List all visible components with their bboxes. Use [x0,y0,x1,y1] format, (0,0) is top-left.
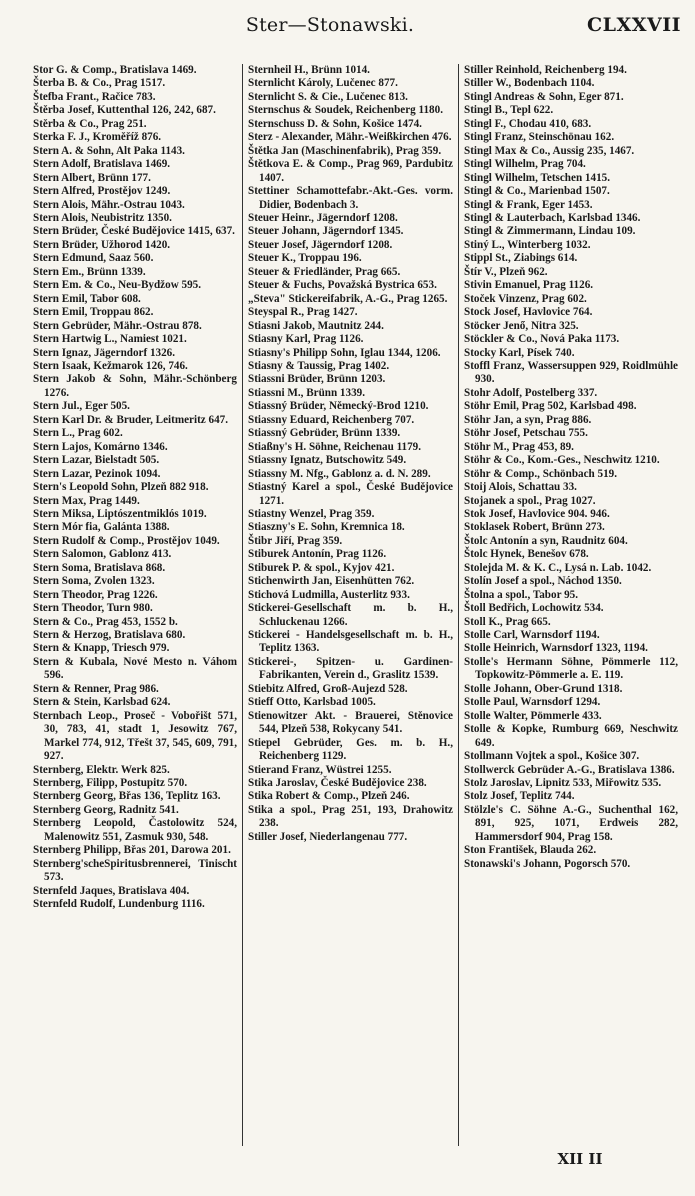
directory-entry: Štětkova E. & Comp., Prag 969, Pardubitz 1407. [248,158,453,184]
directory-entry: Stern Theodor, Turn 980. [33,602,153,615]
directory-entry: Sternberg Leopold, Častolowitz 524, Malenowitz 551, Zasmuk 930, 548. [33,817,237,843]
directory-entry: Sternberg'scheSpiritusbrennerei, Tinischt 573. [33,857,237,884]
directory-entry: Stern Theodor, Prag 1226. [33,588,158,601]
directory-entry: Sternberg Georg, Břas 136, Teplitz 163. [33,790,221,803]
directory-entry: Stingl Max & Co., Aussig 235, 1467. [464,144,635,157]
directory-entry: Stöhr Jan, a syn, Prag 886. [464,413,592,426]
directory-entry: Steuer K., Troppau 196. [248,252,362,265]
directory-entry: Stika Jaroslav, České Budějovice 238. [248,777,427,790]
directory-entry: Stollwerck Gebrüder A.-G., Bratislava 1386. [464,763,675,776]
directory-entry: Stern Isaak, Kežmarok 126, 746. [33,359,188,372]
directory-entry: Stolín Josef a spol., Náchod 1350. [464,575,622,588]
directory-entry: Stern & Knapp, Triesch 979. [33,642,170,655]
directory-entry: Stern Edmund, Saaz 560. [33,252,154,265]
directory-entry: Stern Mór fia, Galánta 1388. [33,521,170,534]
directory-entry: Steyspal R., Prag 1427. [248,306,358,319]
directory-entry: Stern & Kubala, Nové Mesto n. Váhom 596. [33,655,237,682]
directory-entry: Stern & Renner, Prag 986. [33,682,159,695]
directory-entry: Stettiner Schamottefabr.-Akt.-Ges. vorm. Didier, Bodenbach 3. [248,185,453,211]
directory-entry: Stiburek Antonín, Prag 1126. [248,548,387,561]
directory-entry: Stoij Alois, Schattau 33. [464,481,577,494]
column-divider [242,64,243,1146]
directory-entry: Stern Alois, Mähr.-Ostrau 1043. [33,198,185,211]
directory-entry: Stern Brüder, Užhorod 1420. [33,238,171,251]
directory-entry: Sternfeld Rudolf, Lundenburg 1116. [33,898,205,911]
directory-entry: Sternfeld Jaques, Bratislava 404. [33,884,190,897]
directory-entry: Stern Soma, Bratislava 868. [33,561,166,574]
directory-entry: Štěrba Josef, Kuttenthal 126, 242, 687. [33,104,216,117]
directory-entry: Stingl Wilhelm, Tetschen 1415. [464,171,610,184]
directory-entry: Stiassny M. Nfg., Gablonz a. d. N. 289. [248,467,431,480]
directory-entry: Štolc Hynek, Benešov 678. [464,548,589,561]
directory-entry: Stern Jul., Eger 505. [33,400,130,413]
directory-entry: Stern Lajos, Komárno 1346. [33,440,168,453]
directory-entry: Stölzle's C. Söhne A.-G., Suchenthal 162, 891, 925, 1071, Erdweis 282, Hammersdorf 904, Prag 158. [464,803,678,843]
directory-entry: Stern Salomon, Gablonz 413. [33,548,172,561]
directory-entry: Stingl Wilhelm, Prag 704. [464,158,586,171]
directory-entry: Stoll K., Prag 665. [464,615,551,628]
directory-entry: Stolz Josef, Teplitz 744. [464,790,575,803]
running-title: Ster—Stonawski. [245,14,415,36]
directory-entry: Stern Hartwig L., Namiest 1021. [33,333,187,346]
directory-entry: Stolle Carl, Warnsdorf 1194. [464,629,600,642]
directory-entry: Stolz Jaroslav, Lipnitz 533, Miřowitz 535. [464,777,662,790]
directory-entry: Stichenwirth Jan, Eisenhütten 762. [248,575,415,588]
directory-entry: Stern Rudolf & Comp., Prostějov 1049. [33,534,220,547]
directory-entry: Stiastný Karel a spol., České Budějovice 1271. [248,481,453,507]
directory-entry: Sterka F. J., Kroměříž 876. [33,131,162,144]
directory-entry: Stern Adolf, Bratislava 1469. [33,158,171,171]
page-header [0,0,695,55]
directory-entry: Steuer Johann, Jägerndorf 1345. [248,225,404,238]
directory-entry: Stiassný Brüder, Německý-Brod 1210. [248,400,429,413]
directory-entry: Stienowitzer Akt. - Brauerei, Stěnovice 544, Plzeň 538, Rokycany 541. [248,709,453,736]
directory-entry: Stiasny's Philipp Sohn, Iglau 1344, 1206. [248,346,441,359]
directory-entry: Stern Gebrüder, Mähr.-Ostrau 878. [33,319,202,332]
directory-entry: Stern Karl Dr. & Bruder, Leitmeritz 647. [33,413,229,426]
directory-entry: Ston František, Blauda 262. [464,844,597,857]
directory-entry: Stern A. & Sohn, Alt Paka 1143. [33,144,185,157]
directory-entry: Sternberg Philipp, Břas 201, Darowa 201. [33,844,231,857]
directory-entry: Stivin Emanuel, Prag 1126. [464,279,594,292]
directory-entry: Stolejda M. & K. C., Lysá n. Lab. 1042. [464,561,652,574]
directory-entry: Stingl B., Tepl 622. [464,104,554,117]
directory-entry: Sternberg, Elektr. Werk 825. [33,763,170,776]
directory-entry: Stern Brüder, České Budějovice 1415, 637. [33,225,235,238]
directory-entry: Stiepel Gebrüder, Ges. m. b. H., Reichenberg 1129. [248,736,453,763]
directory-entry: Stingl Franz, Steinschönau 162. [464,131,615,144]
directory-entry: Stingl Andreas & Sohn, Eger 871. [464,90,624,103]
directory-entry: Sternschus & Soudek, Reichenberg 1180. [248,104,443,117]
directory-entry: Stickerei-, Spitzen- u. Gardinen-Fabrikanten, Verein d., Graslitz 1539. [248,655,453,682]
directory-entry: Stiller Josef, Niederlangenau 777. [248,830,408,843]
directory-entry: Stolle & Kopke, Rumburg 669, Neschwitz 649. [464,723,678,749]
directory-entry: Stieff Otto, Karlsbad 1005. [248,696,376,709]
directory-entry: Štoll Bedřich, Lochowitz 534. [464,602,604,615]
page-number: CLXXVII [587,14,681,36]
column-1 [33,64,237,912]
directory-entry: Stern Em., Brünn 1339. [33,265,146,278]
column-3 [464,64,678,871]
directory-entry: Štětka Jan (Maschinenfabrik), Prag 359. [248,144,442,157]
directory-entry: Stickerei - Handelsgesellschaft m. b. H., Teplitz 1363. [248,629,453,655]
directory-entry: Stern Ignaz, Jägerndorf 1326. [33,346,176,359]
directory-entry: Stiburek P. & spol., Kyjov 421. [248,561,395,574]
directory-entry: Stiný L., Winterberg 1032. [464,238,591,251]
directory-entry: Sterz - Alexander, Mähr.-Weißkirchen 476. [248,131,452,144]
directory-entry: Stern & Co., Prag 453, 1552 b. [33,615,178,628]
directory-entry: Stolle Johann, Ober-Grund 1318. [464,682,623,695]
directory-entry: Stöckler & Co., Nová Paka 1173. [464,333,620,346]
directory-entry: Stern Emil, Tabor 608. [33,292,141,305]
directory-entry: Šterba B. & Co., Prag 1517. [33,77,166,90]
directory-entry: Stern & Stein, Karlsbad 624. [33,696,171,709]
directory-entry: Stiassni M., Brünn 1339. [248,386,366,399]
directory-entry: Stern L., Prag 602. [33,427,123,440]
column-2 [248,64,453,844]
printer-signature: XII II [557,1150,603,1168]
directory-entry: Stonawski's Johann, Pogorsch 570. [464,857,631,870]
directory-entry: Stiasni Jakob, Mautnitz 244. [248,319,384,332]
directory-entry: Stiasny & Taussig, Prag 1402. [248,359,390,372]
directory-entry: Steuer Heinr., Jägerndorf 1208. [248,211,398,224]
directory-entry: Stiller Reinhold, Reichenberg 194. [464,64,627,76]
directory-entry: Stern Albert, Brünn 177. [33,171,151,184]
directory-entry: Stiassny Eduard, Reichenberg 707. [248,413,415,426]
directory-entry: Sternheil H., Brünn 1014. [248,64,370,76]
directory-entry: Stiassni Brüder, Brünn 1203. [248,373,386,386]
directory-entry: Stingl & Lauterbach, Karlsbad 1346. [464,211,641,224]
directory-entry: Stöhr Josef, Petschau 755. [464,427,588,440]
directory-entry: Stoček Vinzenz, Prag 602. [464,292,587,305]
directory-entry: Stolle Heinrich, Warnsdorf 1323, 1194. [464,642,648,655]
directory-entry: Stierand Franz, Wüstrei 1255. [248,763,392,776]
directory-entry: Stěrba & Co., Prag 251. [33,117,147,130]
directory-entry: Steuer & Friedländer, Prag 665. [248,265,401,278]
directory-entry: Štibr Jiří, Prag 359. [248,534,343,547]
directory-entry: Stern Max, Prag 1449. [33,494,140,507]
directory-entry: Stollmann Vojtek a spol., Košice 307. [464,750,640,763]
directory-entry: Stiassny Ignatz, Butschowitz 549. [248,454,407,467]
directory-entry: Sternlicht Károly, Lučenec 877. [248,77,398,90]
directory-entry: Stern Alois, Neubistritz 1350. [33,211,172,224]
column-divider [458,64,459,1146]
directory-entry: Stern & Herzog, Bratislava 680. [33,629,186,642]
directory-entry: Stern's Leopold Sohn, Plzeň 882 918. [33,481,209,494]
directory-entry: Stern Em. & Co., Neu-Bydžow 595. [33,279,202,292]
directory-entry: Štír V., Plzeň 962. [464,265,548,278]
directory-entry: Sternschuss D. & Sohn, Košice 1474. [248,117,422,130]
directory-entry: Stiastny Wenzel, Prag 359. [248,507,375,520]
directory-entry: Steuer Josef, Jägerndorf 1208. [248,238,393,251]
directory-entry: Stiller W., Bodenbach 1104. [464,77,595,90]
directory-entry: Stern Alfred, Prostějov 1249. [33,185,171,198]
directory-entry: Sternberg, Filipp, Postupitz 570. [33,777,188,790]
directory-entry: „Steva" Stickereifabrik, A.-G., Prag 1265. [248,292,448,305]
directory-entry: Stiasny Karl, Prag 1126. [248,333,364,346]
directory-entry: Stöhr Emil, Prag 502, Karlsbad 498. [464,400,637,413]
directory-entry: Stor G. & Comp., Bratislava 1469. [33,64,197,76]
directory-entry: Sternberg Georg, Radnitz 541. [33,803,179,816]
directory-entry: Štolna a spol., Tabor 95. [464,588,579,601]
directory-entry: Stika Robert & Comp., Plzeň 246. [248,790,410,803]
directory-entry: Stocky Karl, Písek 740. [464,346,575,359]
directory-entry: Steuer & Fuchs, Považská Bystrica 653. [248,279,437,292]
directory-entry: Stoffl Franz, Wassersuppen 929, Roidlmühle 930. [464,359,678,386]
directory-entry: Stern Emil, Troppau 862. [33,306,154,319]
directory-entry: Stiassný Gebrüder, Brünn 1339. [248,427,401,440]
directory-entry: Stöhr & Co., Kom.-Ges., Neschwitz 1210. [464,454,660,467]
directory-entry: Stern Miksa, Liptószentmiklós 1019. [33,507,207,520]
directory-entry: Stern Lazar, Pezinok 1094. [33,467,161,480]
directory-entry: Sternlicht S. & Cie., Lučenec 813. [248,90,408,103]
directory-entry: Stichová Ludmilla, Austerlitz 933. [248,588,410,601]
directory-entry: Stiebitz Alfred, Groß-Aujezd 528. [248,682,408,695]
directory-entry: Stolle Walter, Pömmerle 433. [464,709,602,722]
directory-entry: Stolle Paul, Warnsdorf 1294. [464,696,601,709]
directory-entry: Stolle's Hermann Söhne, Pömmerle 112, Topkowitz-Pömmerle a. E. 119. [464,655,678,682]
directory-entry: Stiaßny's H. Söhne, Reichenau 1179. [248,440,422,453]
directory-entry: Stickerei-Gesellschaft m. b. H., Schluckenau 1266. [248,602,453,628]
directory-entry: Sternbach Leop., Proseč - Vobořišt 571, 30, 783, 41, stadt 1, Jesowitz 767, Markel 774, 912, Třešt 37, 545, 609, 791, 927. [33,709,237,763]
directory-entry: Stöhr & Comp., Schönbach 519. [464,467,618,480]
directory-entry: Stern Jakob & Sohn, Mähr.-Schönberg 1276. [33,373,237,399]
directory-entry: Stingl & Frank, Eger 1453. [464,198,593,211]
directory-entry: Stok Josef, Havlovice 904. 946. [464,507,610,520]
directory-entry: Štolc Antonín a syn, Raudnitz 604. [464,534,628,547]
directory-entry: Stern Soma, Zvolen 1323. [33,575,155,588]
directory-entry: Stojanek a spol., Prag 1027. [464,494,596,507]
directory-entry: Stippl St., Ziabings 614. [464,252,578,265]
directory-entry: Stern Lazar, Bielstadt 505. [33,454,160,467]
directory-entry: Stoklasek Robert, Brünn 273. [464,521,605,534]
directory-entry: Stiaszny's E. Sohn, Kremnica 18. [248,521,405,534]
directory-entry: Štefba Frant., Račice 783. [33,90,156,103]
directory-entry: Stöcker Jenő, Nitra 325. [464,319,579,332]
directory-entry: Stohr Adolf, Postelberg 337. [464,386,598,399]
directory-entry: Stingl & Zimmermann, Lindau 109. [464,225,636,238]
directory-entry: Stingl & Co., Marienbad 1507. [464,185,610,198]
directory-entry: Stöhr M., Prag 453, 89. [464,440,574,453]
directory-entry: Stock Josef, Havlovice 764. [464,306,593,319]
directory-entry: Stika a spol., Prag 251, 193, Drahowitz 238. [248,803,453,830]
directory-entry: Stingl F., Chodau 410, 683. [464,117,592,130]
